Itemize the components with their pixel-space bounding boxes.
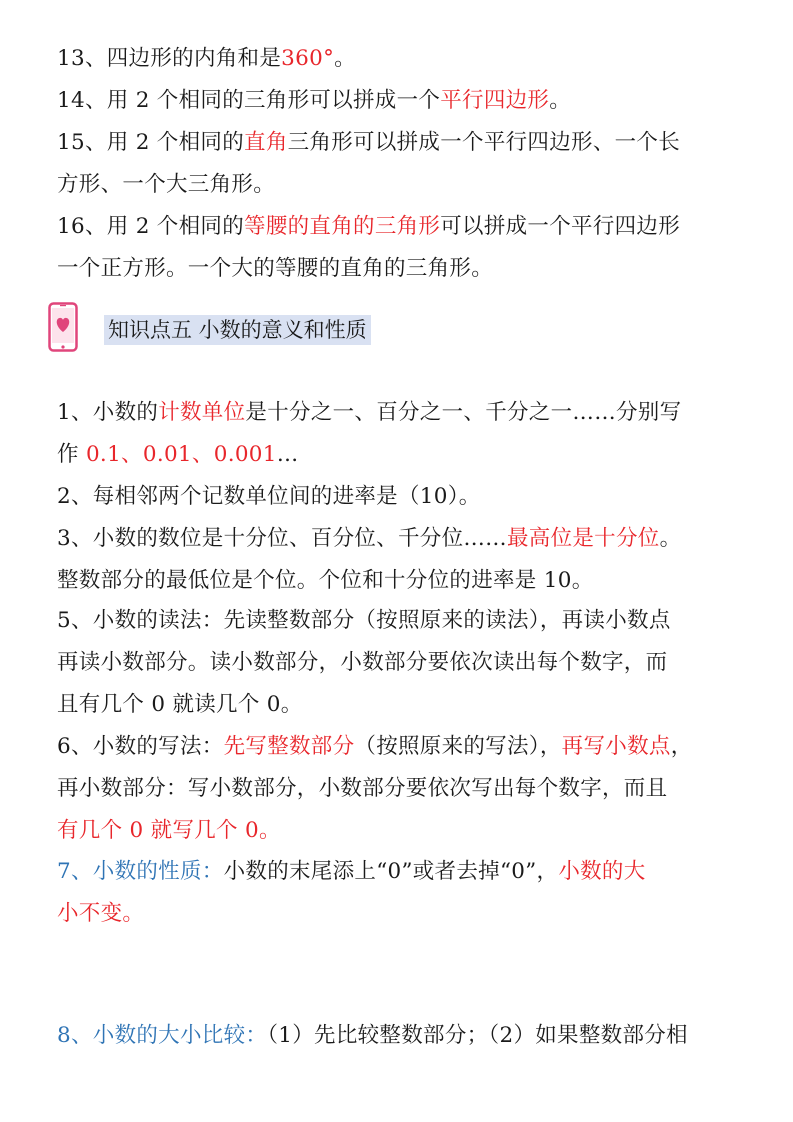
item-6	[57, 732, 753, 762]
text: 小数的末尾添上“0”或者去掉“0”，	[223, 859, 559, 884]
text: 。	[334, 46, 356, 71]
item-1	[57, 398, 753, 428]
text: 可以拼成一个平行四边形	[440, 214, 681, 239]
heart-phone-icon	[48, 302, 78, 352]
item-5: 5、小数的读法：先读整数部分（按照原来的读法），再读小数点	[57, 608, 671, 633]
item-2: 2、每相邻两个记数单位间的进率是（10）。	[57, 484, 481, 509]
text: （1）先比较整数部分；（2）如果整数部分相	[267, 1023, 688, 1048]
text: （按照原来的写法），	[354, 734, 562, 759]
item-7-cont: 小不变。	[57, 901, 145, 926]
text: 。	[549, 88, 572, 113]
item-13	[57, 44, 753, 74]
highlight-text: 平行四边形	[440, 88, 550, 113]
section-header	[48, 302, 408, 356]
highlight-text: 最高位是十分位	[506, 526, 660, 551]
item-3	[57, 524, 753, 554]
text: 15、用 2 个相同的	[57, 130, 245, 155]
text: 3、小数的数位是十分位、百分位、千分位……	[57, 526, 507, 551]
text: 。	[659, 526, 682, 551]
highlight-text: 360°	[281, 46, 335, 71]
text: 6、小数的写法：	[57, 734, 224, 759]
item-1-cont	[57, 440, 753, 470]
text: 1、小数的	[57, 400, 159, 425]
highlight-text: 计数单位	[158, 400, 246, 425]
blue-heading-text: 8、小数的大小比较：	[57, 1023, 268, 1048]
item-8	[57, 1021, 753, 1051]
item-16	[57, 212, 753, 242]
section-title: 知识点五 小数的意义和性质	[104, 315, 371, 345]
highlight-text: 0.1、0.01、0.001	[85, 442, 277, 467]
text: 三角形可以拼成一个平行四边形、一个长	[287, 130, 681, 155]
blue-heading-text: 7、小数的性质：	[57, 859, 224, 884]
highlight-text: 先写整数部分	[223, 734, 355, 759]
item-15-cont: 方形、一个大三角形。	[57, 172, 276, 197]
text: 作	[57, 442, 79, 467]
text: 13、四边形的内角和是	[57, 46, 282, 71]
highlight-text: 小数的大	[558, 859, 646, 884]
item-16-cont: 一个正方形。一个大的等腰的直角的三角形。	[57, 256, 494, 281]
text: ，	[670, 734, 693, 759]
item-6-cont: 再小数部分：写小数部分，小数部分要依次写出每个数字，而且	[57, 776, 668, 801]
item-15	[57, 128, 753, 158]
item-14	[57, 86, 753, 116]
text: 是十分之一、百分之一、千分之一……分别写	[245, 400, 682, 425]
highlight-text: 再写小数点	[561, 734, 671, 759]
text: …	[276, 442, 299, 467]
item-5-cont: 再读小数部分。读小数部分，小数部分要依次读出每个数字，而	[57, 650, 668, 675]
text: 16、用 2 个相同的	[57, 214, 245, 239]
highlight-text: 直角	[244, 130, 288, 155]
item-6-cont2: 有几个 0 就写几个 0。	[57, 818, 281, 843]
text: 14、用 2 个相同的三角形可以拼成一个	[57, 88, 441, 113]
item-5-cont2: 且有几个 0 就读几个 0。	[57, 692, 303, 717]
highlight-text: 等腰的直角的三角形	[244, 214, 441, 239]
item-3-cont: 整数部分的最低位是个位。个位和十分位的进率是 10。	[57, 568, 594, 593]
item-7	[57, 857, 753, 887]
